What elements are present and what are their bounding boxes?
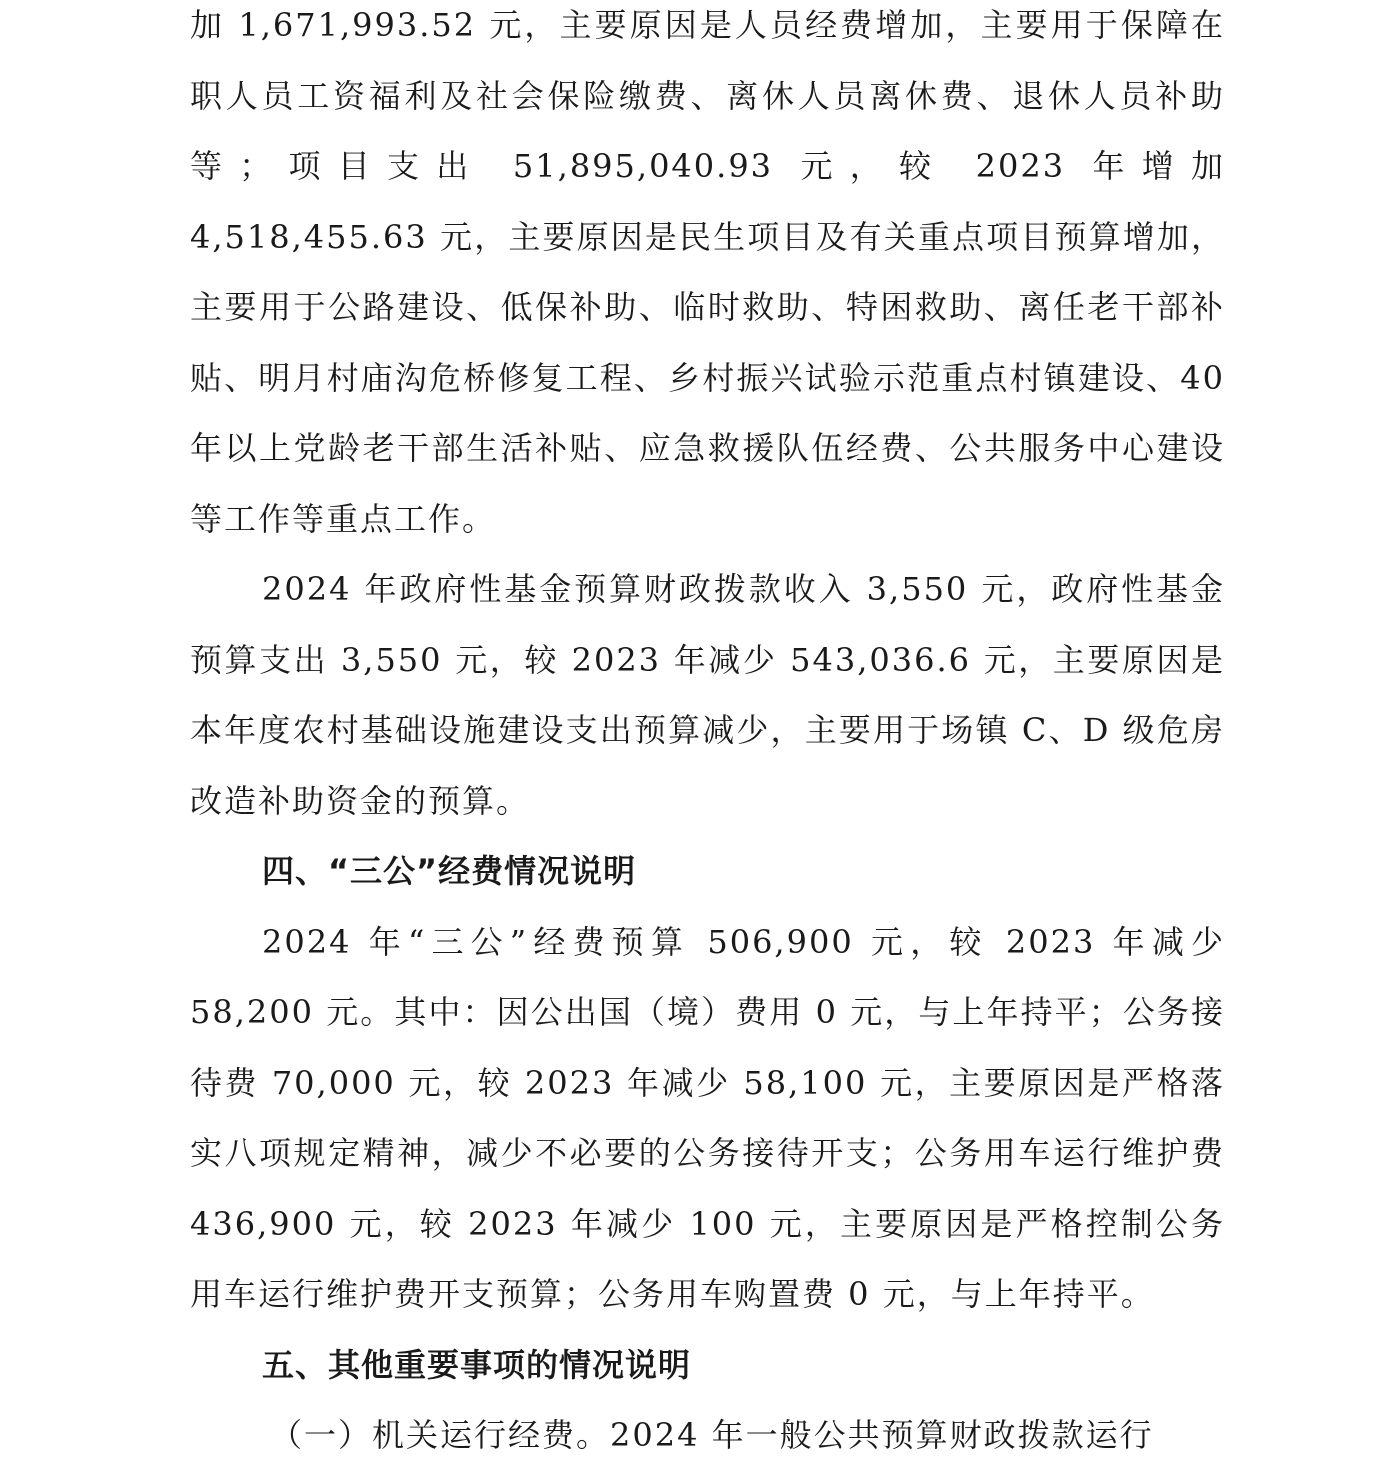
section-heading-three-public-expenses: 四、“三公”经费情况说明 xyxy=(262,852,637,890)
document-body xyxy=(190,0,1225,1457)
paragraph-government-fund: 2024 年政府性基金预算财政拨款收入 3,550 元，政府性基金预算支出 3,550 元，较 2023 年减少 543,036.6 元，主要原因是本年度农村基础设施建设支出预算减少，主要用于场镇 C、D 级危房改造补助资金的预算。 xyxy=(190,570,1225,820)
section-heading-other-matters: 五、其他重要事项的情况说明 xyxy=(262,1345,692,1384)
paragraph-agency-operating-costs: （一）机关运行经费。2024 年一般公共预算财政拨款运行 xyxy=(270,1416,1154,1454)
paragraph-expenditure-continued: 加 1,671,993.52 元，主要原因是人员经费增加，主要用于保障在职人员工资福利及社会保险缴费、离休人员离休费、退休人员补助等；项目支出 51,895,040.93 元，较 2023 年增加 4,518,455.63 元，主要原因是民生项目及有关重点项目预算增加，主要用于公路建设、低保补助、临时救助、特困救助、离任老干部补贴、明月村庙沟危桥修复工程、乡村振兴试验示范重点村镇建设、40 年以上党龄老干部生活补贴、应急救援队伍经费、公共服务中心建设等工作等重点工作。 xyxy=(190,6,1225,538)
paragraph-three-public-expenses: 2024 年“三公”经费预算 506,900 元，较 2023 年减少 58,200 元。其中：因公出国（境）费用 0 元，与上年持平；公务接待费 70,000 元，较 2023 年减少 58,100 元，主要原因是严格落实八项规定精神，减少不必要的公务接待开支；公务用车运行维护费 436,900 元，较 2023 年减少 100 元，主要原因是严格控制公务用车运行维护费开支预算；公务用车购置费 0 元，与上年持平。 xyxy=(190,922,1225,1313)
